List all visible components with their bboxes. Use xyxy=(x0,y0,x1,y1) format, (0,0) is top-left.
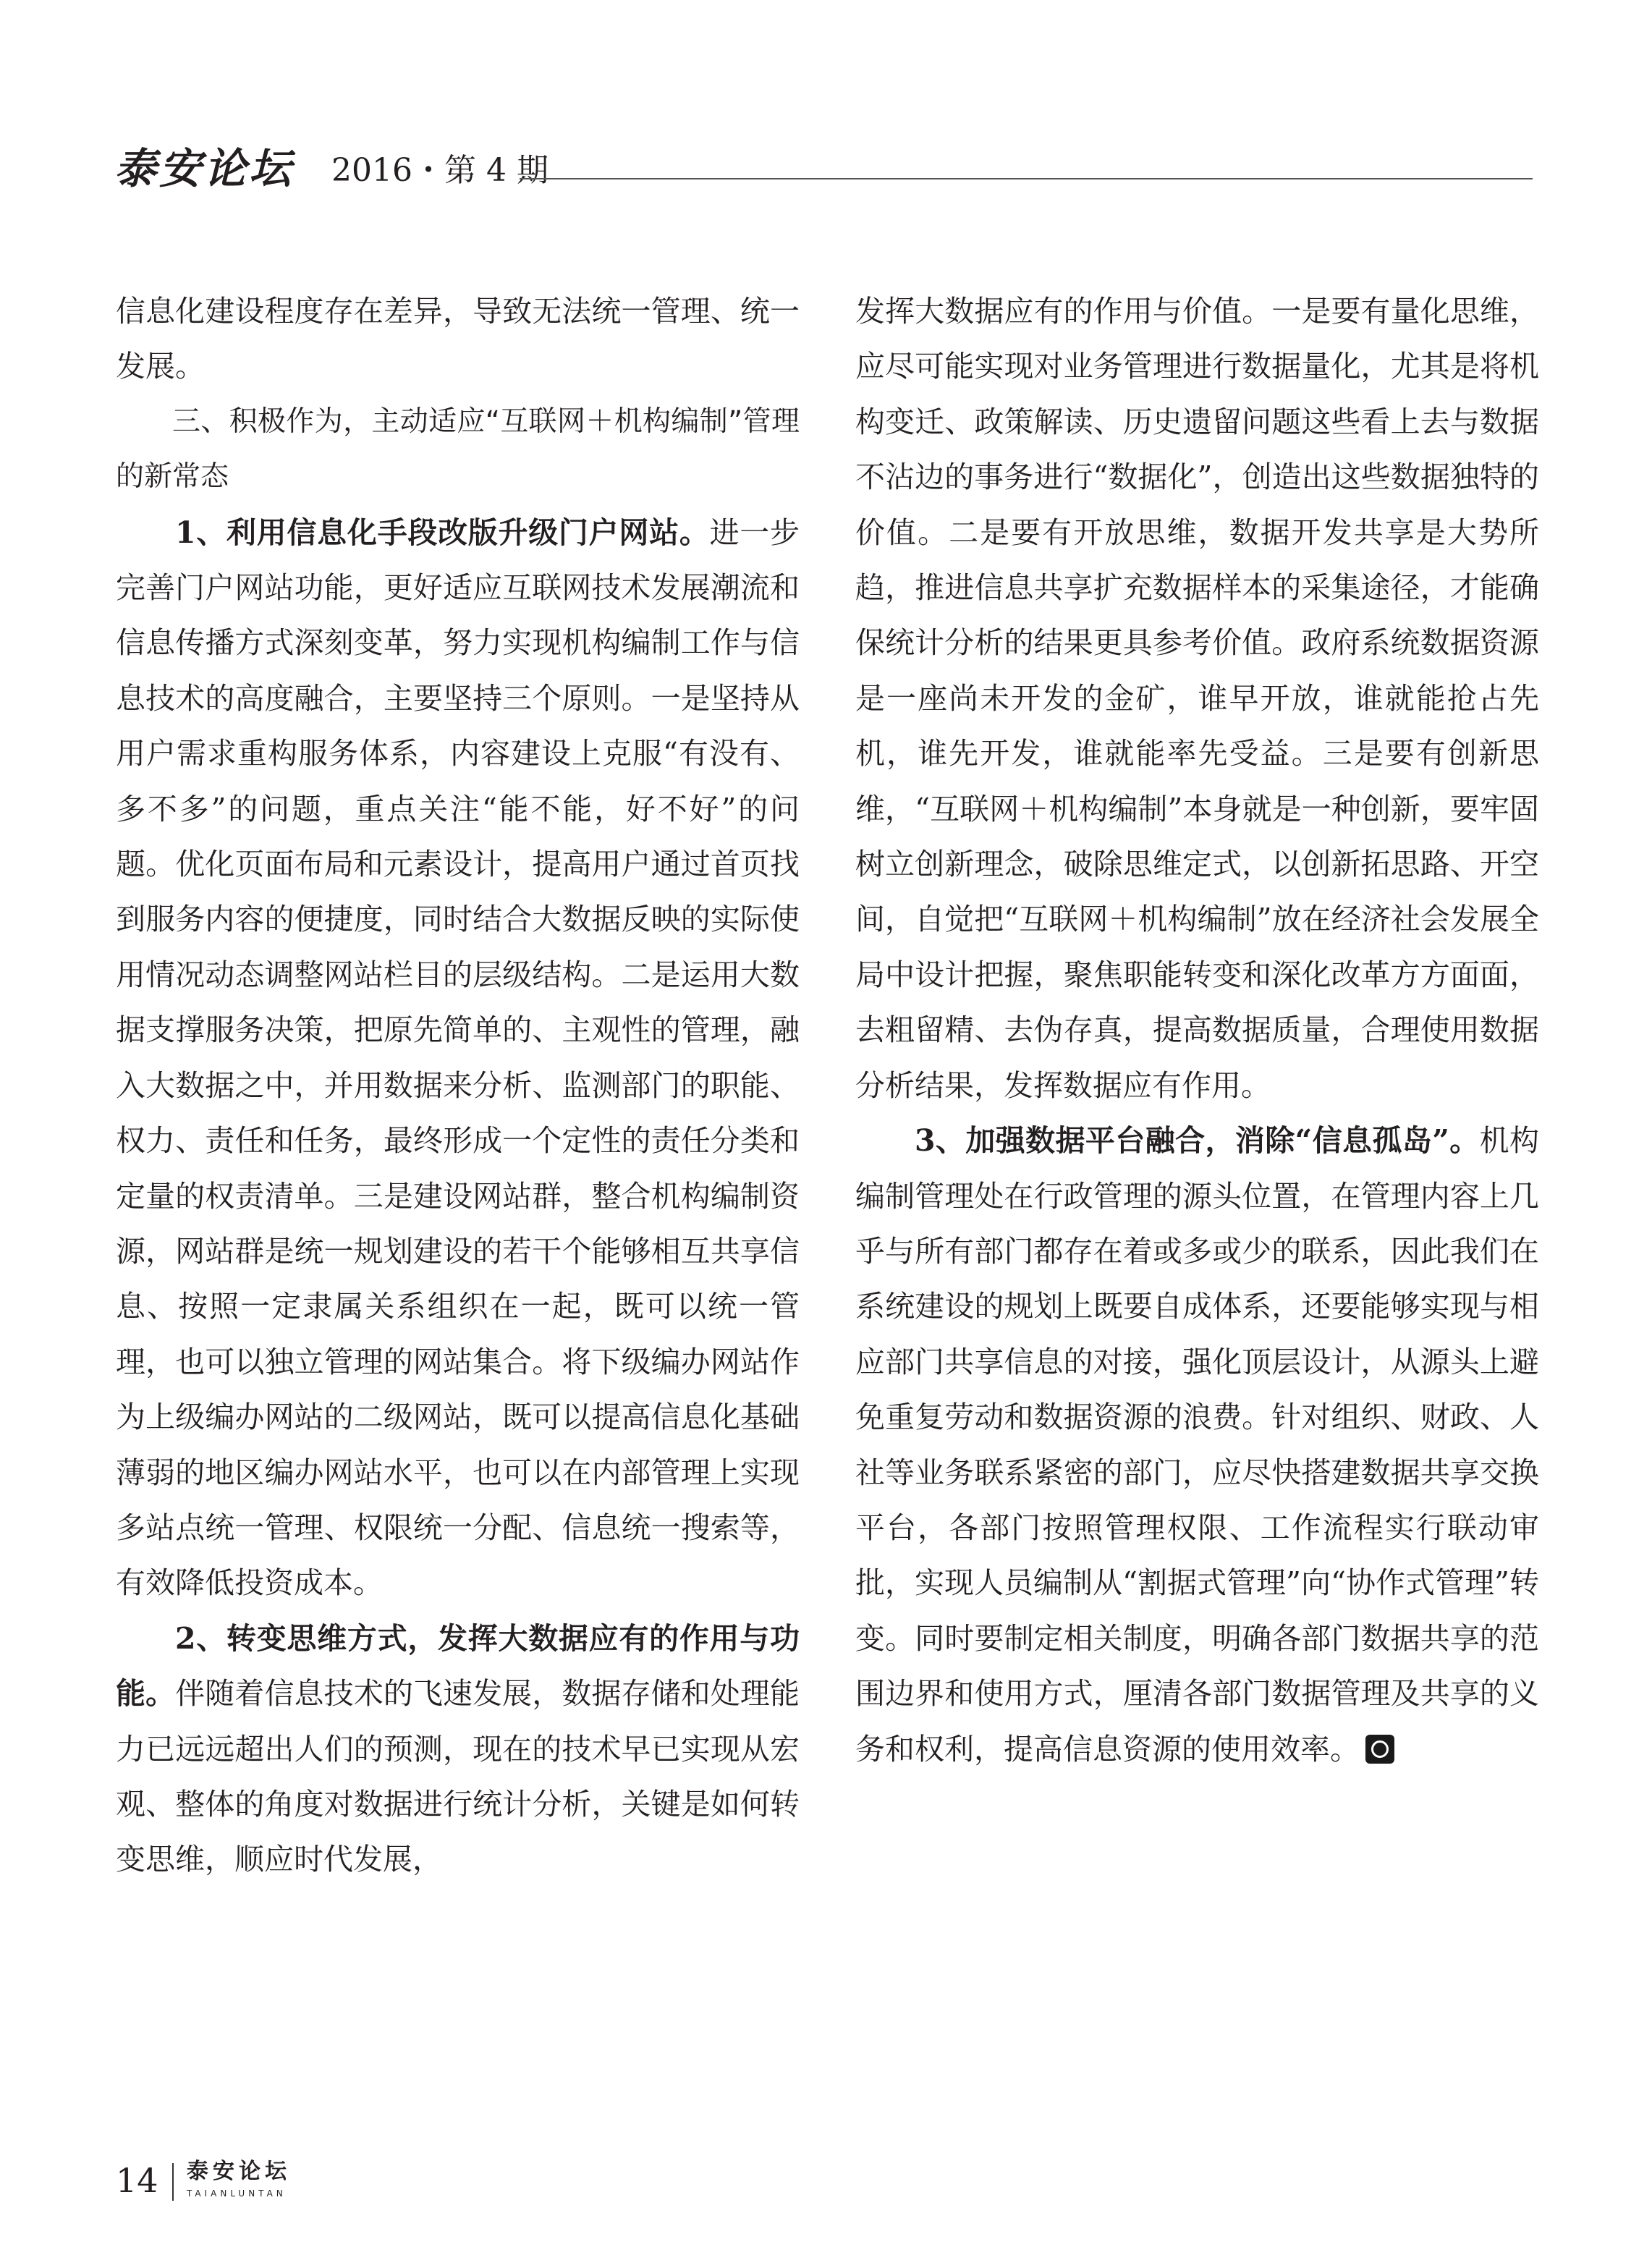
issue-label: 2016・第 4 期 xyxy=(331,152,548,189)
paragraph-body: 进一步完善门户网站功能，更好适应互联网技术发展潮流和信息传播方式深刻变革，努力实现机构编制工作与信息技术的高度融合，主要坚持三个原则。一是坚持从用户需求重构服务体系，内容建设上克服“有没有、多不多”的问题，重点关注“能不能，好不好”的问题。优化页面布局和元素设计，提高用户通过首页找到服务内容的便捷度，同时结合大数据反映的实际使用情况动态调整网站栏目的层级结构。二是运用大数据支撑服务决策，把原先简单的、主观性的管理，融入大数据之中，并用数据来分析、监测部门的职能、权力、责任和任务，最终形成一个定性的责任分类和定量的权责清单。三是建设网站群，整合机构编制资源，网站群是统一规划建设的若干个能够相互共享信息、按照一定隶属关系组织在一起，既可以统一管理，也可以独立管理的网站集合。将下级编办网站作为上级编办网站的二级网站，既可以提高信息化基础薄弱的地区编办网站水平，也可以在内部管理上实现多站点统一管理、权限统一分配、信息统一搜索等，有效降低投资成本。 xyxy=(116,515,800,1601)
page-header xyxy=(114,142,1533,200)
subsection-title: 3、加强数据平台融合，消除“信息孤岛”。 xyxy=(915,1123,1480,1159)
right-column xyxy=(855,284,1539,1777)
footer-journal-pinyin: TAIANLUNTAN xyxy=(187,2188,287,2199)
journal-logo: 泰安论坛 xyxy=(114,144,295,193)
paragraph-body: 机构编制管理处在行政管理的源头位置，在管理内容上几乎与所有部门都存在着或多或少的联系，因此我们在系统建设的规划上既要自成体系，还要能够实现与相应部门共享信息的对接，强化顶层设计，从源头上避免重复劳动和数据资源的浪费。针对组织、财政、人社等业务联系紧密的部门，应尽快搭建数据共享交换平台，各部门按照管理权限、工作流程实行联动审批，实现人员编制从“割据式管理”向“协作式管理”转变。同时要制定相关制度，明确各部门数据共享的范围边界和使用方式，厘清各部门数据管理及共享的义务和权利，提高信息资源的使用效率。 xyxy=(855,1123,1539,1767)
subsection-title: 2、转变思维方式，发挥大数据应有的作用与功能。 xyxy=(116,1620,800,1712)
footer-journal-name: 泰安论坛 xyxy=(187,2159,291,2184)
section-heading: 三、积极作为，主动适应“互联网＋机构编制”管理的新常态 xyxy=(116,405,800,494)
paragraph xyxy=(116,505,800,1611)
paragraph xyxy=(855,1113,1539,1777)
subsection-title: 1、利用信息化手段改版升级门户网站。 xyxy=(175,515,710,550)
end-mark-icon xyxy=(1365,1735,1394,1764)
page-footer xyxy=(116,2160,478,2211)
footer-divider xyxy=(172,2163,174,2201)
paragraph xyxy=(116,1611,800,1887)
paragraph: 发挥大数据应有的作用与价值。一是要有量化思维，应尽可能实现对业务管理进行数据量化，尤其是将机构变迁、政策解读、历史遗留问题这些看上去与数据不沾边的事务进行“数据化”，创造出这些数据独特的价值。二是要有开放思维，数据开发共享是大势所趋，推进信息共享扩充数据样本的采集途径，才能确保统计分析的结果更具参考价值。政府系统数据资源是一座尚未开发的金矿，谁早开放，谁就能抢占先机，谁先开发，谁就能率先受益。三是要有创新思维，“互联网＋机构编制”本身就是一种创新，要牢固树立创新理念，破除思维定式，以创新拓思路、开空间，自觉把“互联网＋机构编制”放在经济社会发展全局中设计把握，聚焦职能转变和深化改革方方面面，去粗留精、去伪存真，提高数据质量，合理使用数据分析结果，发挥数据应有作用。 xyxy=(855,294,1539,1103)
left-column xyxy=(116,284,800,1887)
header-rule xyxy=(520,178,1533,179)
paragraph-body: 伴随着信息技术的飞速发展，数据存储和处理能力已远远超出人们的预测，现在的技术早已实现从宏观、整体的角度对数据进行统计分析，关键是如何转变思维，顺应时代发展， xyxy=(116,1676,800,1877)
paragraph: 信息化建设程度存在差异，导致无法统一管理、统一发展。 xyxy=(116,294,800,384)
page-number: 14 xyxy=(116,2161,158,2200)
